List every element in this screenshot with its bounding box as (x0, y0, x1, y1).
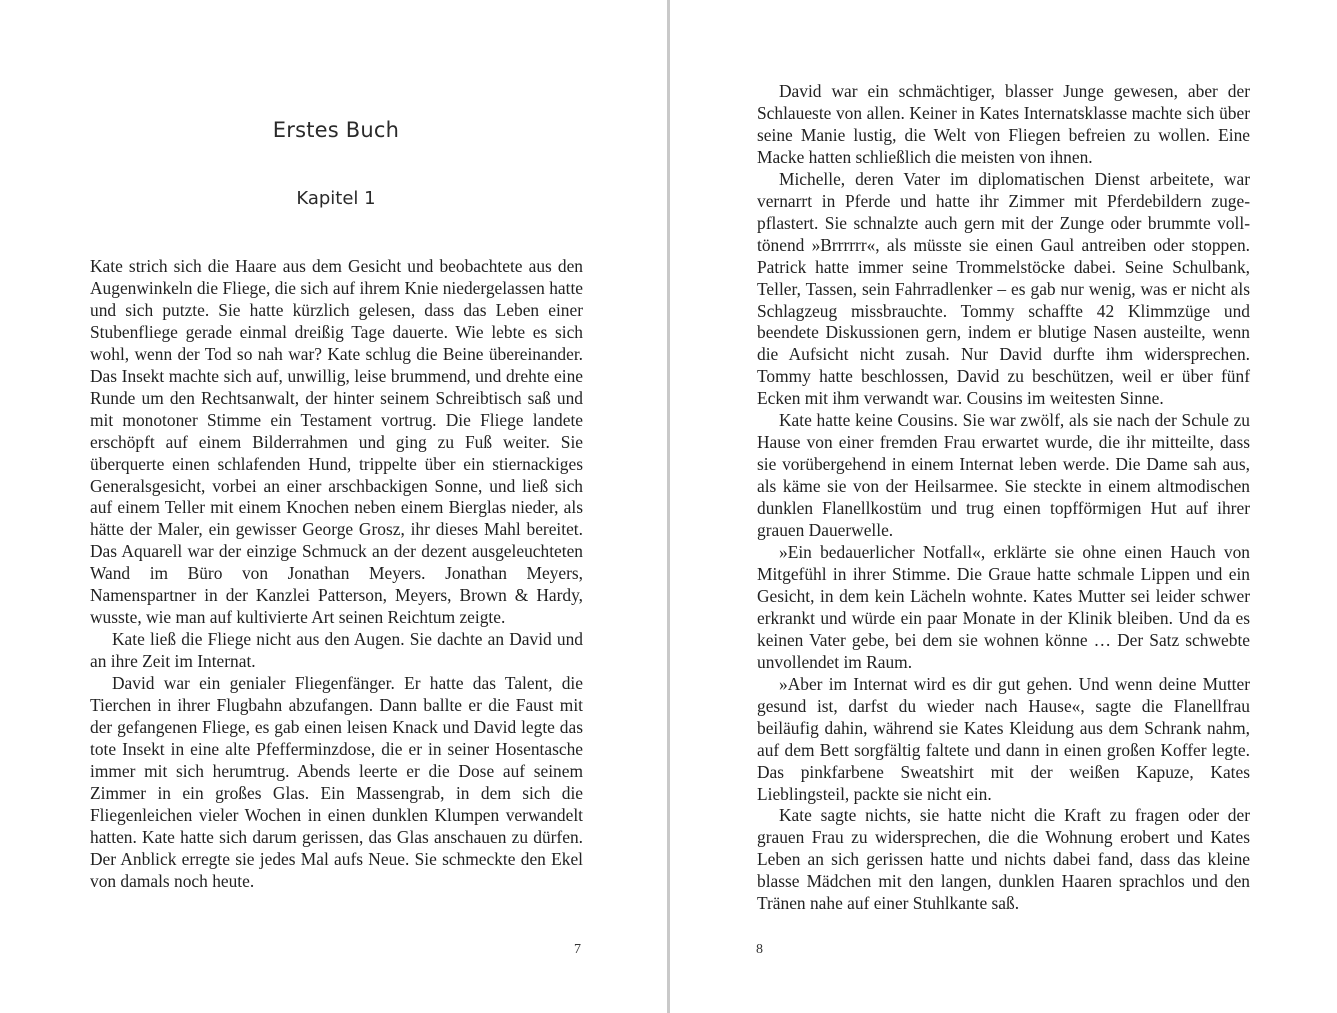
paragraph: »Aber im Internat wird es dir gut gehen. Und wenn deine Mutter gesund ist, darfst du wieder nach Hause«, sagte die Flanellfrau beiläufig dahin, während sie Kates Kleidung aus dem Schrank nahm, auf dem Bett sorgfältig faltete und dann in einen großen Koffer legte. Das pinkfarbene Sweatshirt mit der weißen Kapuze, Kates Lieblingsteil, packte sie nicht ein. (757, 673, 1250, 804)
paragraph: »Ein bedauerlicher Notfall«, erklärte sie ohne einen Hauch von Mitgefühl in ihrer Stimme. Die Graue hatte schmale Lippen und ein Gesicht, in dem kein Lächeln wohnte. Kates Mutter sei leider schwer erkrankt und würde ein paar Monate in der Klinik bleiben. Und da es keinen Vater gebe, bei dem sie wohnen könne … Der Satz schwebte unvollendet im Raum. (757, 542, 1250, 672)
left-page (0, 0, 668, 1013)
paragraph: Kate hatte keine Cousins. Sie war zwölf, als sie nach der Schule zu Hause von einer fremden Frau erwartet wurde, die ihr mitteilte, dass sie vorübergehend in einem Internat leben werde. Die Dame sah aus, als käme sie von der Heilsarmee. Sie steckte in einem altmodischen dunklen Flanellkostüm und trug einen topfförmigen Hut auf ihrer grauen Dauerwelle. (757, 410, 1250, 541)
paragraph: David war ein genialer Fliegenfänger. Er hatte das Talent, die Tierchen in ihrer Flugbahn abzufangen. Dann ballte er die Faust mit der gefangenen Fliege, es gab einen leisen Knack und David legte das tote Insekt in eine alte Pfefferminzdose, die er in seiner Hosentasche immer mit sich herumtrug. Abends leerte er die Dose auf seinem Zimmer in ein großes Glas. Ein Massengrab, in dem sich die Fliegenleichen vieler Wochen in einen dunklen Klumpen verwandelt hatten. Kate hatte sich darum gerissen, das Glas anschauen zu dürfen. Der Anblick erregte sie jedes Mal aufs Neue. Sie schmeckte den Ekel von damals noch heute. (90, 673, 583, 891)
chapter-title: Kapitel 1 (296, 188, 376, 209)
paragraph: Kate ließ die Fliege nicht aus den Augen. Sie dachte an David und an ihre Zeit im Internat. (90, 629, 583, 672)
right-page (670, 0, 1337, 1013)
page-number-right: 8 (756, 942, 763, 957)
right-page-body (757, 81, 1250, 915)
page-number-left: 7 (574, 942, 581, 957)
paragraph: David war ein schmächtiger, blasser Junge gewesen, aber der Schlaueste von allen. Keiner in Kates Internatsklasse machte sich über seine Manie lustig, die Welt von Fliegen befreien zu wollen. Eine Macke hatten schließlich die meisten von ihnen. (757, 81, 1250, 167)
paragraph: Kate strich sich die Haare aus dem Gesicht und beobachtete aus den Augenwinkeln die Fliege, die sich auf ihrem Knie niedergelassen hatte und sich putzte. Sie hatte kürzlich gelesen, dass das Leben einer Stubenfliege gerade einmal dreißig Tage dauerte. Wie lebte es sich wohl, wenn der Tod so nah war? Kate schlug die Beine übereinander. Das Insekt machte sich auf, unwillig, leise brummend, und drehte eine Runde um den Rechtsanwalt, der hinter seinem Schreibtisch saß und mit monotoner Stimme ein Testament vortrug. Die Fliege landete erschöpft auf einem Bilderrahmen und ging zu Fuß weiter. Sie überquerte einen schlafenden Hund, trippelte über ein stiernackiges Generalsgesicht, vorbei an einer arschbackigen Sonne, und ließ sich auf einem Teller mit einem Knochen neben einem Bierglas nieder, als hätte der Maler, ein gewisser George Grosz, ihr dieses Mahl bereitet. Das Aquarell war der einzige Schmuck an der dezent ausgeleuchteten Wand im Büro von Jonathan Meyers. Jonathan Meyers, Namenspartner in der Kanzlei Patterson, Meyers, Brown & Hardy, wusste, wie man auf kultivierte Art seinen Reichtum zeigte. (90, 256, 583, 628)
paragraph: Michelle, deren Vater im diplomatischen Dienst arbeitete, war vernarrt in Pferde und hatte ihr Zimmer mit Pferdebildern zugepflastert. Sie schnalzte auch gern mit der Zunge oder brummte volltönend »Brrrrrr«, als müsste sie einen Gaul antreiben oder stoppen. Patrick hatte immer seine Trommelstöcke dabei. Seine Schulbank, Teller, Tassen, sein Fahrradlenker – es gab nur wenig, was er nicht als Schlagzeug missbrauchte. Tommy schaffte 42 Klimmzüge und beendete Diskussionen gern, indem er blutige Nasen austeilte, wenn die Aufsicht nicht zusah. Nur David durfte ihm widersprechen. Tommy hatte beschlossen, David zu beschützen, weil er über fünf Ecken mit ihm verwandt war. Cousins im weitesten Sinne. (757, 168, 1250, 409)
paragraph: Kate sagte nichts, sie hatte nicht die Kraft zu fragen oder der grauen Frau zu widersprechen, die die Wohnung erobert und Kates Leben an sich gerissen hatte und nichts dabei fand, dass das kleine blasse Mädchen mit den langen, dunklen Haaren sprachlos und den Tränen nahe auf einer Stuhlkante saß. (757, 805, 1250, 914)
left-page-body (90, 256, 583, 893)
book-title: Erstes Buch (272, 118, 400, 142)
